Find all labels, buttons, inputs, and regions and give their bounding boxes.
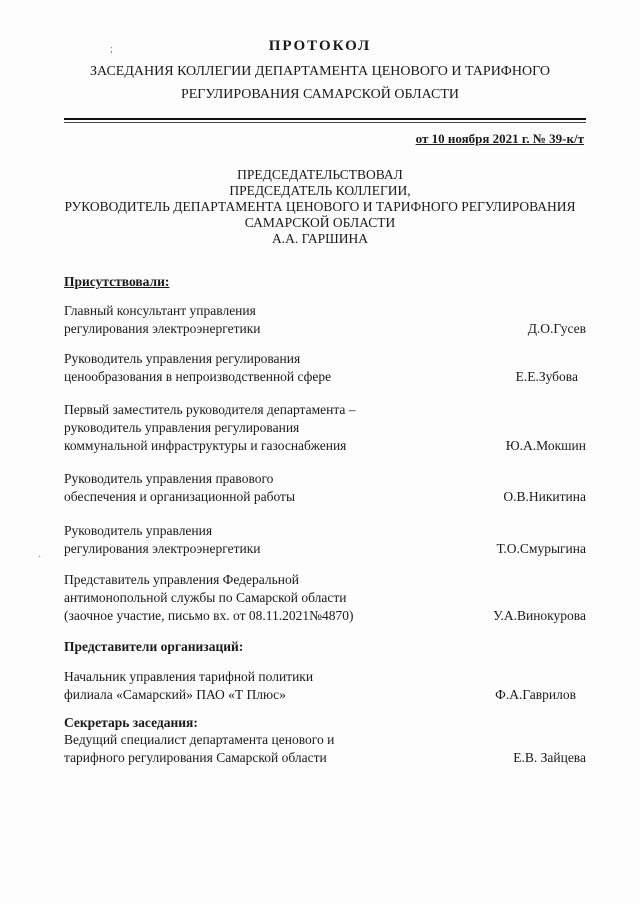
section-secretary: Секретарь заседания: bbox=[64, 715, 198, 730]
attendee-position-line: (заочное участие, письмо вх. от 08.11.2021№4870) bbox=[64, 608, 354, 623]
org-rep-position-line: филиала «Самарский» ПАО «Т Плюс» bbox=[64, 687, 286, 702]
secretary-name: Е.В. Зайцева bbox=[513, 750, 586, 765]
document-title: ПРОТОКОЛ bbox=[268, 38, 372, 54]
attendee-position-line: Руководитель управления правового bbox=[64, 471, 274, 486]
section-org-reps: Представители организаций: bbox=[64, 639, 244, 654]
attendee-position-line: Руководитель управления регулирования bbox=[64, 351, 301, 366]
header-divider-thick bbox=[64, 118, 586, 120]
attendee-position-line: Руководитель управления bbox=[64, 523, 213, 538]
secretary-entry bbox=[64, 731, 586, 767]
attendee-position-line: Главный консультант управления bbox=[64, 303, 256, 318]
attendee-position-line: обеспечения и организационной работы bbox=[64, 489, 296, 504]
attendee-entry bbox=[64, 401, 586, 455]
org-rep-name: Ф.А.Гаврилов bbox=[495, 687, 576, 702]
attendee-entry bbox=[64, 302, 586, 338]
chair-block bbox=[0, 167, 640, 247]
attendee-name: Е.Е.Зубова bbox=[515, 369, 578, 384]
document-subtitle-line2: РЕГУЛИРОВАНИЯ САМАРСКОЙ ОБЛАСТИ bbox=[180, 87, 460, 102]
section-present: Присутствовали: bbox=[64, 274, 170, 289]
scan-artifact: · bbox=[38, 552, 42, 563]
attendee-entry bbox=[64, 350, 586, 386]
document-subtitle-line1: ЗАСЕДАНИЯ КОЛЛЕГИИ ДЕПАРТАМЕНТА ЦЕНОВОГО И ТАРИФНОГО bbox=[90, 64, 550, 79]
attendee-position-line: Представитель управления Федеральной bbox=[64, 572, 299, 587]
header-divider-thin bbox=[64, 122, 586, 123]
attendee-entry bbox=[64, 522, 586, 558]
chair-line5: А.А. ГАРШИНА bbox=[271, 231, 369, 246]
attendee-position-line: регулирования электроэнергетики bbox=[64, 321, 261, 336]
attendee-position-line: антимонопольной службы по Самарской области bbox=[64, 590, 347, 605]
attendee-position-line: ценообразования в непроизводственной сфере bbox=[64, 369, 332, 384]
secretary-position-line: Ведущий специалист департамента ценового и bbox=[64, 732, 335, 747]
org-rep-position-line: Начальник управления тарифной политики bbox=[64, 669, 314, 684]
chair-line2: ПРЕДСЕДАТЕЛЬ КОЛЛЕГИИ, bbox=[229, 183, 411, 198]
chair-line4: САМАРСКОЙ ОБЛАСТИ bbox=[244, 215, 396, 230]
attendee-position-line: Первый заместитель руководителя департамента – bbox=[64, 402, 356, 417]
secretary-position-line: тарифного регулирования Самарской области bbox=[64, 750, 327, 765]
attendee-name: Ю.А.Мокшин bbox=[505, 438, 586, 453]
org-rep-entry bbox=[64, 668, 586, 704]
chair-line1: ПРЕДСЕДАТЕЛЬСТВОВАЛ bbox=[237, 167, 403, 182]
attendee-name: Д.О.Гусев bbox=[527, 321, 586, 336]
attendee-entry bbox=[64, 571, 586, 625]
attendee-name: О.В.Никитина bbox=[503, 489, 586, 504]
chair-line3: РУКОВОДИТЕЛЬ ДЕПАРТАМЕНТА ЦЕНОВОГО И ТАРИФНОГО РЕГУЛИРОВАНИЯ bbox=[64, 199, 576, 214]
attendee-name: У.А.Винокурова bbox=[493, 608, 586, 623]
attendee-position-line: регулирования электроэнергетики bbox=[64, 541, 261, 556]
attendee-name: Т.О.Смурыгина bbox=[496, 541, 586, 556]
scan-artifact: ; bbox=[110, 44, 113, 55]
protocol-date-number: от 10 ноября 2021 г. № 39-к/т bbox=[415, 131, 584, 146]
attendee-entry bbox=[64, 470, 586, 506]
attendee-position-line: коммунальной инфраструктуры и газоснабжения bbox=[64, 438, 347, 453]
attendee-position-line: руководитель управления регулирования bbox=[64, 420, 300, 435]
